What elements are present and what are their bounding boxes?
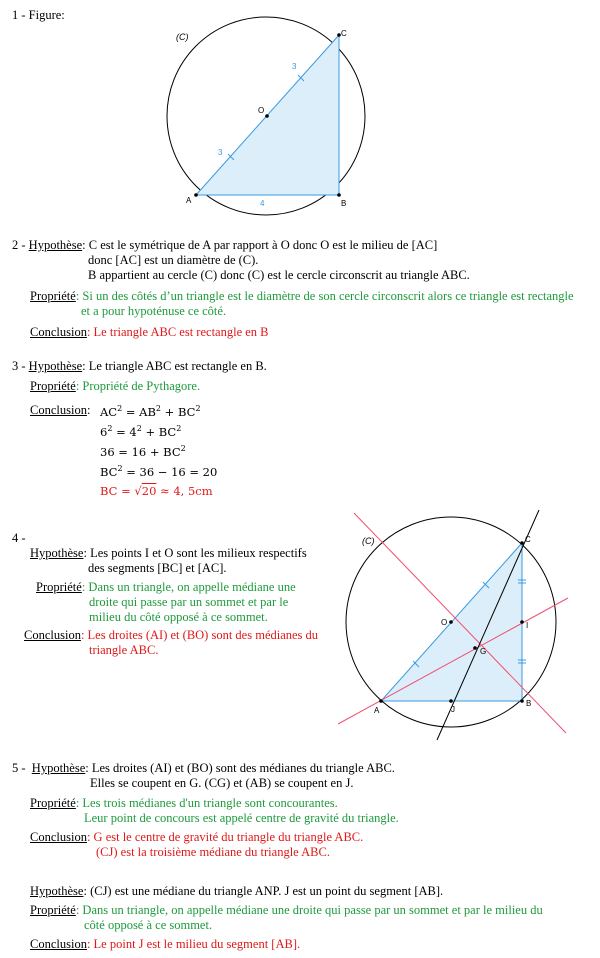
section-3-conclusion: Conclusion: (30, 403, 91, 417)
point-c (520, 541, 524, 545)
point-i (520, 620, 524, 624)
point-a (194, 193, 198, 197)
section-6-hypothesis: Hypothèse: (CJ) est une médiane du triangle ANP. J est un point du segment [AB]. (30, 884, 444, 898)
section-2-hyp-line2: donc [AC] est un diamètre de (C). (88, 253, 259, 267)
section-4-property: Propriété: Dans un triangle, on appelle médiane une (36, 580, 296, 594)
equation-2: $6^2 = 4^2 + BC^2$ (100, 424, 182, 439)
label-a: A (186, 196, 192, 205)
point-b (337, 193, 341, 197)
point-o (265, 114, 269, 118)
label-c: C (525, 535, 531, 544)
section-2-property: Propriété: Si un des côtés d’un triangle est le diamètre de son cercle circonscrit alors ce triangle est rectangle (30, 289, 574, 303)
section-4-hyp-line2: des segments [BC] et [AC]. (88, 561, 227, 575)
section-5-hypothesis: 5 - Hypothèse: Les droites (AI) et (BO) sont des médianes du triangle ABC. (12, 761, 395, 775)
equation-1: $AC^2 = AB^2 + BC^2$ (100, 404, 201, 419)
point-g (473, 646, 477, 650)
figure-2 (0, 500, 600, 760)
label-o: O (441, 618, 448, 627)
section-2-hypothesis: 2 - Hypothèse: C est le symétrique de A par rapport à O donc O est le milieu de [AC] (12, 238, 438, 252)
label-a: A (374, 706, 380, 715)
section-4-prop-line3: milieu du côté opposé à ce sommet. (89, 610, 268, 624)
section-6-property: Propriété: Dans un triangle, on appelle médiane une droite qui passe par un sommet et par le milieu du (30, 903, 543, 917)
label-g: G (480, 647, 487, 656)
equation-5: BC = √20 ≈ 4, 5cm (100, 484, 213, 498)
label-j: J (451, 705, 455, 714)
section-2-hyp-line3: B appartient au cercle (C) donc (C) est le cercle circonscrit au triangle ABC. (88, 268, 470, 282)
section-6-prop-line2: côté opposé à ce sommet. (84, 918, 213, 932)
section-3-property: Propriété: Propriété de Pythagore. (30, 379, 201, 393)
label-b: B (341, 199, 347, 208)
section-6-conclusion: Conclusion: Le point J est le milieu du segment [AB]. (30, 937, 301, 951)
section-3-hypothesis: 3 - Hypothèse: Le triangle ABC est rectangle en B. (12, 359, 267, 373)
section-5-hyp-line2: Elles se coupent en G. (CG) et (AB) se coupent en J. (90, 776, 354, 790)
point-b (520, 699, 524, 703)
label-len-ao: 3 (218, 148, 223, 157)
section-5-property: Propriété: Les trois médianes d'un triangle sont concourantes. (30, 796, 338, 810)
point-j (449, 699, 453, 703)
section-4-prop-line2: droite qui passe par un sommet et par le (89, 595, 289, 609)
label-c: C (341, 29, 347, 38)
label-len-oc: 3 (292, 62, 297, 71)
section-5-conclusion: Conclusion: G est le centre de gravité du triangle du triangle ABC. (30, 830, 364, 844)
section-2-prop-line2: et a pour hypoténuse ce côté. (81, 304, 227, 318)
section-4-prefix: 4 - (12, 531, 26, 545)
point-o (449, 620, 453, 624)
point-a (379, 699, 383, 703)
label-o: O (258, 106, 265, 115)
section-4-hypothesis: Hypothèse: Les points I et O sont les milieux respectifs (30, 546, 307, 560)
section-5-concl-line2: (CJ) est la troisième médiane du triangle ABC. (96, 845, 330, 859)
label-i: I (526, 621, 529, 630)
label-circle: (C) (362, 536, 375, 546)
figure-1 (0, 0, 600, 240)
equation-3: $36 = 16 + BC^2$ (100, 444, 186, 459)
section-1-heading: 1 - Figure: (12, 8, 65, 22)
section-4-concl-line2: triangle ABC. (89, 643, 159, 657)
label-b: B (526, 699, 532, 708)
section-2-conclusion: Conclusion: Le triangle ABC est rectangle en B (30, 325, 269, 339)
section-4-conclusion: Conclusion: Les droites (AI) et (BO) sont des médianes du (24, 628, 319, 642)
equation-4: $BC^2 = 36 - 16 = 20$ (100, 464, 218, 479)
section-5-prop-line2: Leur point de concours est appelé centre de gravité du triangle. (84, 811, 399, 825)
label-len-ab: 4 (260, 199, 265, 208)
label-circle: (C) (176, 32, 189, 42)
